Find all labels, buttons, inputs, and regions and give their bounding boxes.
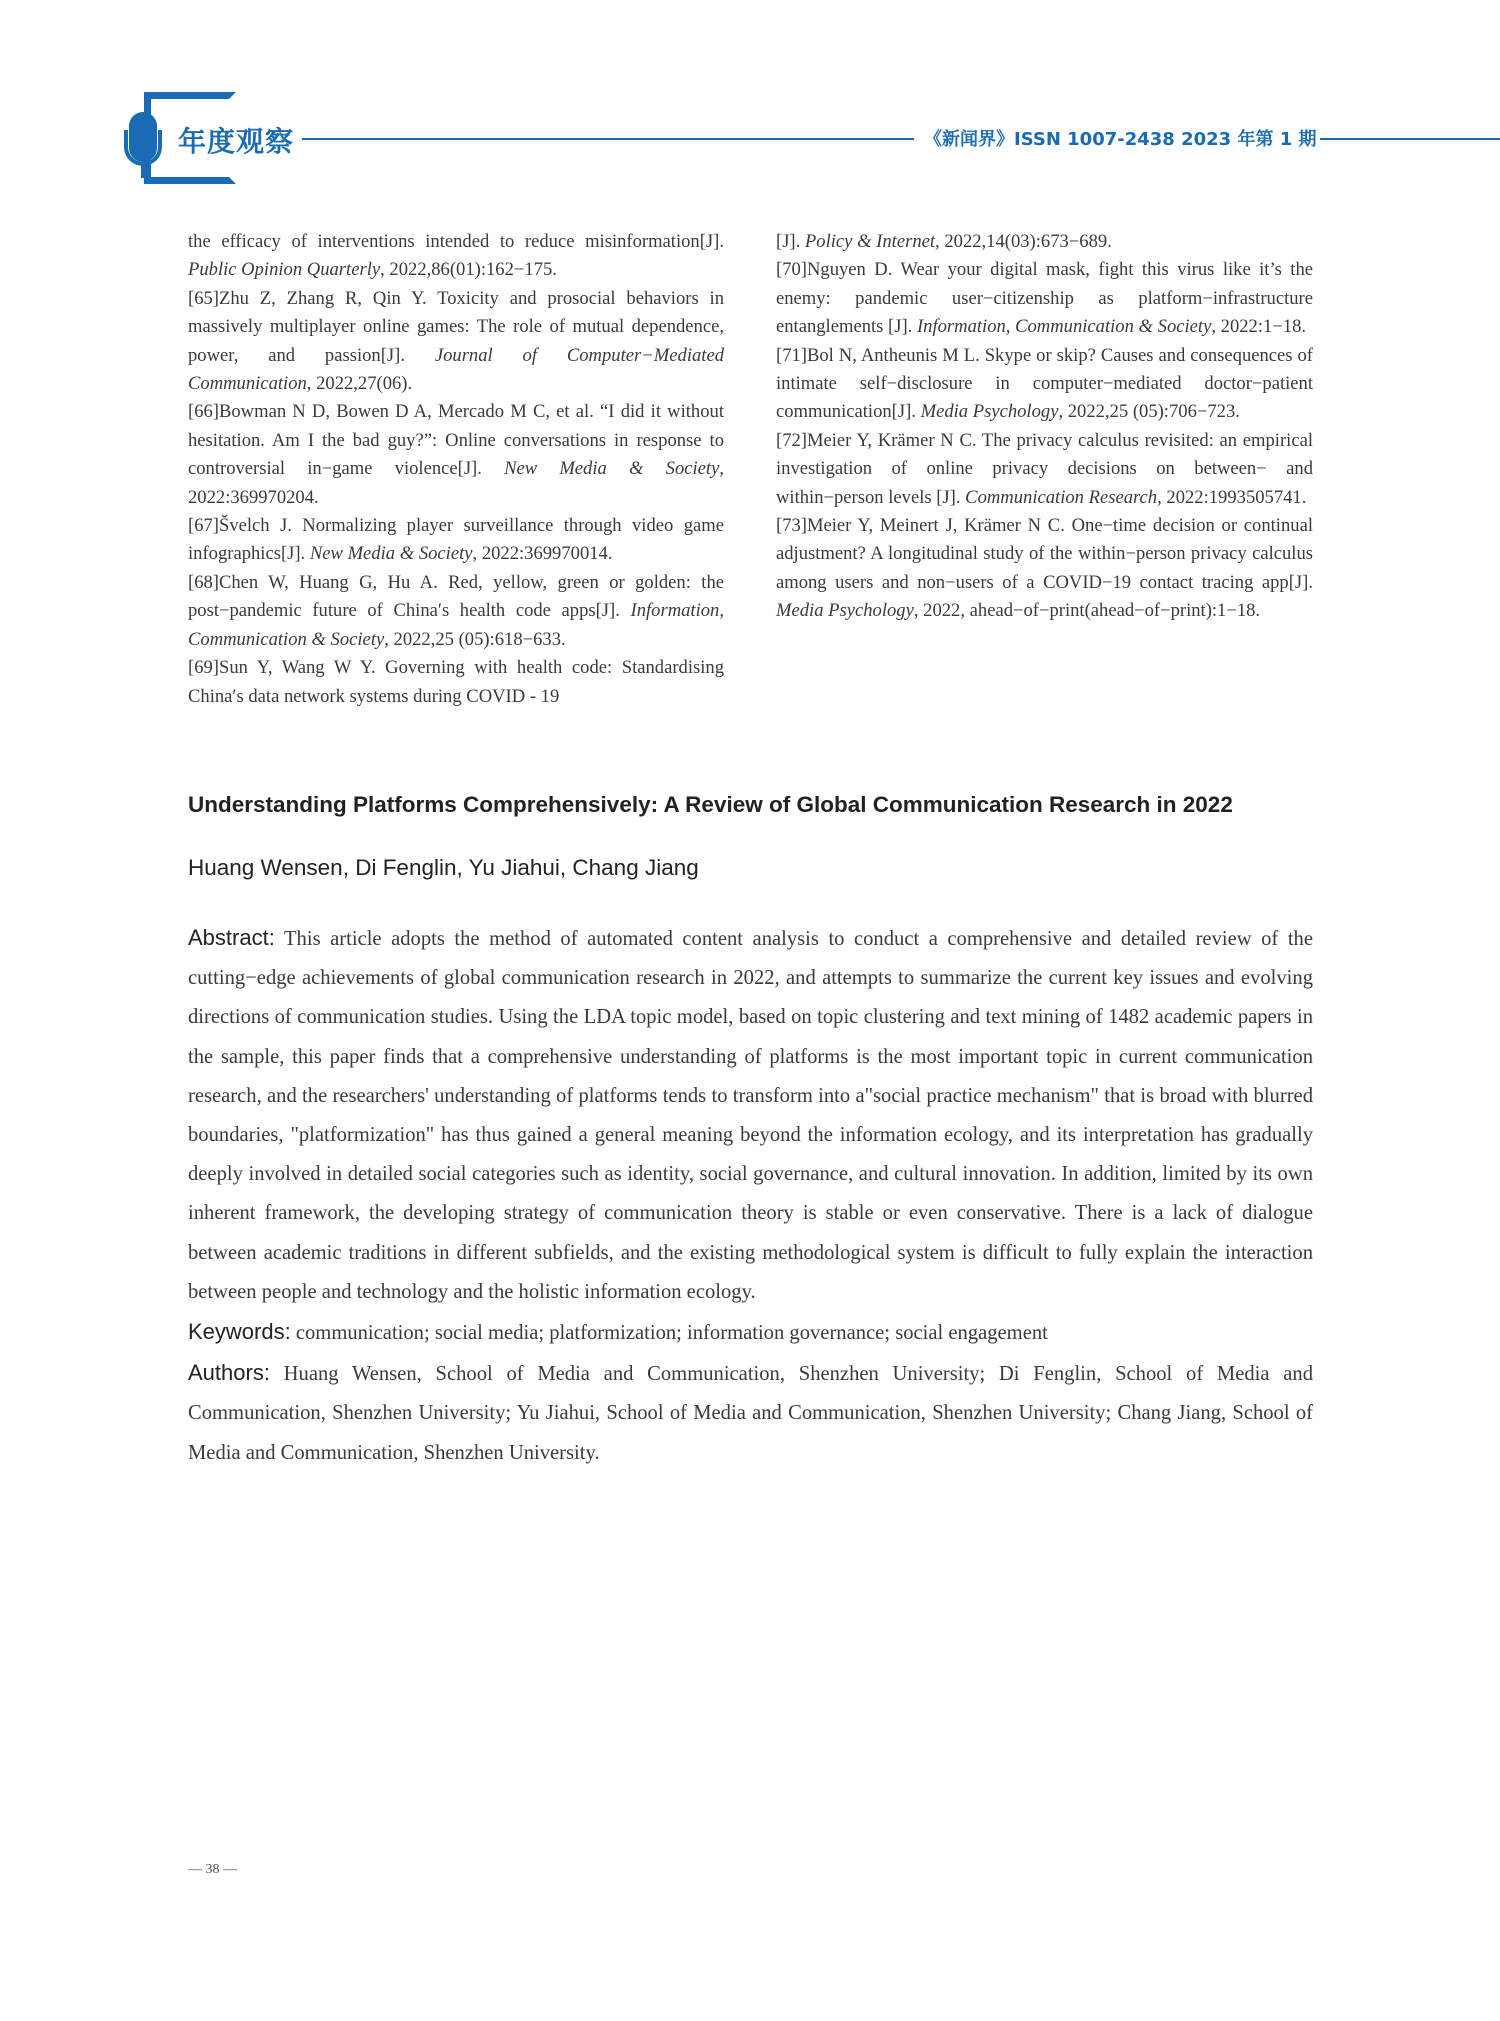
header-rule-left [302, 138, 914, 140]
article-title: Understanding Platforms Comprehensively: A Review of Global Communication Research in 2022 [188, 792, 1233, 817]
reference-item: [66]Bowman N D, Bowen D A, Mercado M C, et al. “I did it without hesitation. Am I the bad guy?”: Online conversations in response to controversial in−game violence[J]. New Media & Society, 2022:369970204. [188, 401, 724, 508]
reference-item: [72]Meier Y, Krämer N C. The privacy calculus revisited: an empirical investigation of online privacy decisions on between− and within−person levels [J]. Communication Research, 2022:1993505741. [776, 429, 1313, 508]
reference-item: [68]Chen W, Huang G, Hu A. Red, yellow, green or golden: the post−pandemic future of China′s health code apps[J]. Information, Communication & Society, 2022,25 (05):618−633. [188, 571, 724, 650]
article-authors: Huang Wensen, Di Fenglin, Yu Jiahui, Chang Jiang [188, 855, 699, 880]
keywords-label: Keywords: [188, 1319, 291, 1345]
abstract-text: This article adopts the method of automated content analysis to conduct a comprehensive and detailed review of the cutting−edge achievements of global communication research in 2022, and attempts to summarize the current key issues and evolving directions of communication studies. Using the LDA topic model, based on topic clustering and text mining of 1482 academic papers in the sample, this paper finds that a comprehensive understanding of platforms is the most important topic in current communication research, and the researchers' understanding of platforms tends to transform into a"social practice mechanism" that is broad with blurred boundaries, "platformization" has thus gained a general meaning beyond the information ecology, and its interpretation has gradually deeply involved in detailed social categories such as identity, social governance, and cultural innovation. In addition, limited by its own inherent framework, the developing strategy of communication theory is stable or even conservative. There is a lack of dialogue between academic traditions in different subfields, and the existing methodological system is difficult to fully explain the interaction between people and technology and the holistic information ecology. [188, 928, 1313, 1303]
reference-item: the efficacy of interventions intended to reduce misinformation[J]. Public Opinion Quarterly, 2022,86(01):162−175. [188, 231, 724, 281]
page-number: — 38 — [188, 1862, 237, 1877]
abstract-paragraph [188, 918, 1313, 1312]
authors-text: Huang Wensen, School of Media and Communication, Shenzhen University; Di Fenglin, School of Media and Communication, Shenzhen University; Yu Jiahui, School of Media and Communication, Shenzhen University; Chang Jiang, School of Media and Communication, Shenzhen University. [188, 1363, 1313, 1464]
header-rule-right [1320, 138, 1500, 140]
section-tag: 年度观察 [178, 120, 298, 160]
journal-tag: 《新闻界》ISSN 1007-2438 2023 年第 1 期 [924, 129, 1317, 150]
microphone-base-icon [141, 164, 146, 178]
authors-label: Authors: [188, 1360, 270, 1386]
reference-item: [73]Meier Y, Meinert J, Krämer N C. One−time decision or continual adjustment? A longitudinal study of the within−person privacy calculus among users and non−users of a COVID−19 contact tracing app[J]. Media Psychology, 2022, ahead−of−print(ahead−of−print):1−18. [776, 515, 1313, 622]
reference-item: [67]Švelch J. Normalizing player surveillance through video game infographics[J]. New Media & Society, 2022:369970014. [188, 515, 724, 565]
keywords-paragraph [188, 1312, 1313, 1353]
abstract-section [188, 918, 1313, 1473]
references-left-column [188, 228, 724, 711]
authors-paragraph [188, 1353, 1313, 1473]
reference-item: [71]Bol N, Antheunis M L. Skype or skip? Causes and consequences of intimate self−disclosure in computer−mediated doctor−patient communication[J]. Media Psychology, 2022,25 (05):706−723. [776, 344, 1313, 423]
reference-item: [J]. Policy & Internet, 2022,14(03):673−689. [776, 231, 1112, 252]
reference-item: [65]Zhu Z, Zhang R, Qin Y. Toxicity and prosocial behaviors in massively multiplayer online games: The role of mutual dependence, power, and passion[J]. Journal of Computer−Mediated Communication, 2022,27(06). [188, 287, 724, 395]
references-right-column [776, 228, 1313, 626]
keywords-text: communication; social media; platformization; information governance; social engagement [290, 1322, 1048, 1345]
reference-item: [70]Nguyen D. Wear your digital mask, fight this virus like it’s the enemy: pandemic user−citizenship as platform−infrastructure entanglements [J]. Information, Communication & Society, 2022:1−18. [776, 259, 1313, 338]
reference-item: [69]Sun Y, Wang W Y. Governing with health code: Standardising China′s data network systems during COVID - 19 [188, 657, 724, 707]
abstract-label: Abstract: [188, 925, 275, 950]
